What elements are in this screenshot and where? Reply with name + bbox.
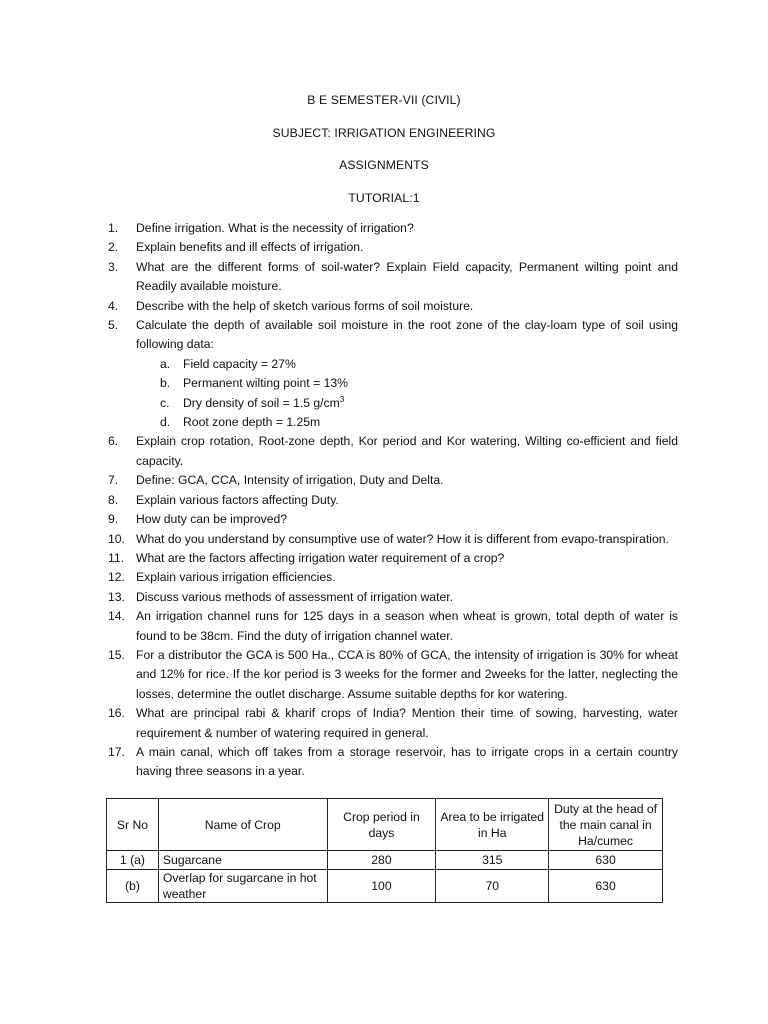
crop-name-cell: Overlap for sugarcane in hot weather — [158, 870, 327, 903]
table-row — [107, 870, 663, 903]
crop-name-cell: Sugarcane — [158, 851, 327, 870]
question-item: 16. What are principal rabi & kharif crops of India? Mention their time of sowing, harvesting, water requirement & number of watering required in general. — [108, 706, 678, 740]
duty-cell: 630 — [549, 870, 663, 903]
assignments-heading: ASSIGNMENTS — [339, 158, 429, 172]
area-cell: 315 — [436, 851, 549, 870]
area-cell: 70 — [436, 870, 549, 903]
question-item: 14. An irrigation channel runs for 125 days in a season when wheat is grown, total depth of water is found to be 38cm. Find the duty of irrigation channel water. — [108, 609, 678, 643]
question-item: 2. Explain benefits and ill effects of irrigation. — [108, 240, 364, 255]
crop-period-header: Crop period in days — [327, 799, 436, 851]
question-list — [108, 219, 678, 782]
q5-data-item: c. Dry density of soil = 1.5 $g/cm^3$ — [160, 394, 345, 410]
question-item: 1. Define irrigation. What is the necessity of irrigation? — [108, 221, 414, 235]
question-item: 11. What are the factors affecting irrigation water requirement of a crop? — [108, 550, 505, 565]
question-item: 8. Explain various factors affecting Duty. — [108, 492, 339, 507]
q5-data-item: b. Permanent wilting point = 13% — [160, 376, 348, 391]
subject-heading: SUBJECT: IRRIGATION ENGINEERING — [272, 125, 496, 140]
cube-superscript: 3 — [339, 394, 345, 404]
sr-no-cell: 1 (a) — [107, 851, 159, 870]
semester-heading: B E SEMESTER-VII (CIVIL) — [307, 93, 461, 107]
document-header — [0, 91, 768, 221]
sr-no-header: Sr No — [107, 799, 159, 851]
crop-period-cell: 100 — [327, 870, 436, 903]
question-item: 17. A main canal, which off takes from a storage reservoir, has to irrigate crops in a certain country having three seasons in a year. — [108, 744, 678, 779]
duty-header: Duty at the head of the main canal in Ha/cumec — [549, 799, 663, 851]
question-item: 10. What do you understand by consumptive use of water? How it is different from evapo-transpiration. — [108, 531, 669, 546]
table-row — [107, 851, 663, 870]
q5-data-item: a. Field capacity = 27% — [160, 356, 296, 371]
question-item: 3. What are the different forms of soil-water? Explain Field capacity, Permanent wilting point and Readily available moisture. — [108, 259, 678, 294]
duty-cell: 630 — [549, 851, 663, 870]
table-header-row — [107, 799, 663, 851]
crop-table — [106, 798, 663, 903]
question-item: 6. Explain crop rotation, Root-zone depth, Kor period and Kor watering, Wilting co-efficient and field capacity. — [108, 434, 678, 468]
question-item: 9. How duty can be improved? — [108, 512, 288, 527]
question-item: 13. Discuss various methods of assessment of irrigation water. — [108, 589, 454, 604]
crop-period-cell: 280 — [327, 851, 436, 870]
tutorial-heading: TUTORIAL:1 — [348, 190, 420, 205]
question-item: 4. Describe with the help of sketch various forms of soil moisture. — [108, 298, 474, 313]
area-header: Area to be irrigated in Ha — [436, 799, 549, 851]
sr-no-cell: (b) — [107, 870, 159, 903]
question-item: 5. Calculate the depth of available soil moisture in the root zone of the clay-loam type of soil using following data: — [108, 318, 678, 352]
crop-name-header: Name of Crop — [158, 799, 327, 851]
question-item: 15. For a distributor the GCA is 500 Ha., CCA is 80% of GCA, the intensity of irrigation is 30% for wheat and 12% for rice. If the kor period is 3 weeks for the former and 2weeks for the latter, neglecting the losses, determine the outlet discharge. Assume suitable depths for kor watering. — [108, 647, 678, 701]
q5-data-item: d. Root zone depth = 1.25m — [160, 415, 321, 430]
question-item: 7. Define: GCA, CCA, Intensity of irrigation, Duty and Delta. — [108, 473, 444, 488]
question-item: 12. Explain various irrigation efficiencies. — [108, 570, 336, 585]
